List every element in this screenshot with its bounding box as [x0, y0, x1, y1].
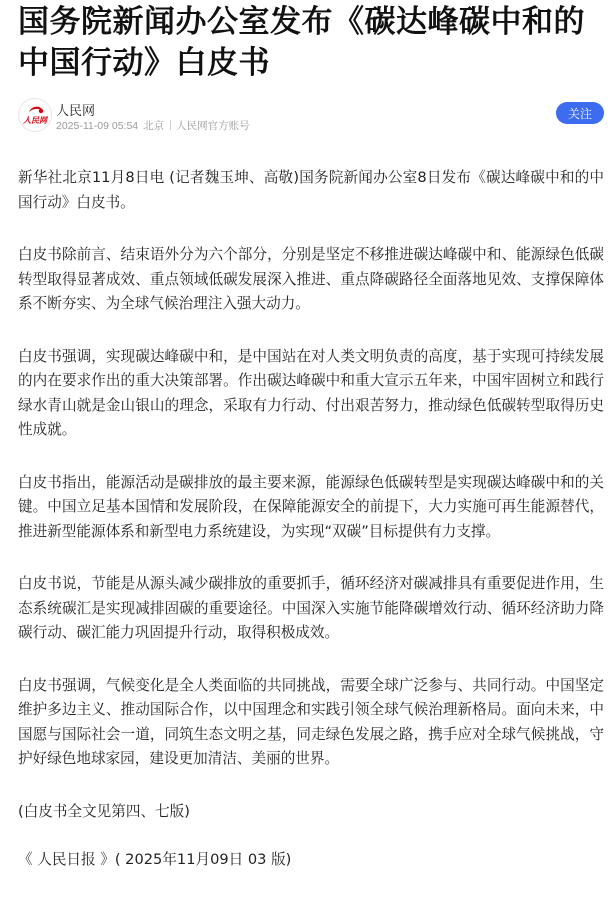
post-date: 2025-11-09 05:54 [56, 120, 139, 132]
meta-divider [170, 120, 171, 130]
author-bar [18, 98, 603, 134]
paragraph: 白皮书说，节能是从源头减少碳排放的重要抓手，循环经济对碳减排具有重要促进作用，生态系统碳汇是实现减排固碳的重要途径。中国深入实施节能降碳增效行动、循环经济助力降碳行动、碳汇能力巩固提升行动，取得积极成效。 [18, 575, 604, 641]
paragraph: 新华社北京11月8日电 (记者魏玉坤、高敬)国务院新闻办公室8日发布《碳达峰碳中和的中国行动》白皮书。 [18, 169, 604, 211]
article-body [18, 166, 604, 901]
logo-text: 人民网 [23, 115, 47, 125]
post-location: 北京 [143, 120, 165, 132]
paragraph: 白皮书指出，能源活动是碳排放的最主要来源，能源绿色低碳转型是实现碳达峰碳中和的关键。中国立足基本国情和发展阶段，在保障能源安全的前提下，大力实施可再生能源替代，推进新型能源体系和新型电力系统建设，为实现“双碳”目标提供有力支撑。 [18, 473, 604, 540]
post-meta [56, 118, 255, 133]
source-line: 《 人民日报 》( 2025年11月09日 03 版) [18, 851, 292, 868]
article-title: 国务院新闻办公室发布《碳达峰碳中和的中国行动》白皮书 [18, 4, 585, 81]
follow-button[interactable]: 关注 [556, 102, 604, 124]
paragraph: 白皮书强调，实现碳达峰碳中和，是中国站在对人类文明负责的高度，基于实现可持续发展的内在要求作出的重大决策部署。作出碳达峰碳中和重大宣示五年来，中国牢固树立和践行绿水青山就是金山银山的理念，采取有力行动、付出艰苦努力，推动绿色低碳转型取得历史性成就。 [18, 347, 604, 438]
author-name[interactable]: 人民网 [56, 103, 96, 118]
paragraph: 白皮书除前言、结束语外分为六个部分，分别是坚定不移推进碳达峰碳中和、能源绿色低碳转型取得显著成效、重点领域低碳发展深入推进、重点降碳路径全面落地见效、支撑保障体系不断夯实、为全球气候治理注入强大动力。 [18, 246, 604, 312]
paragraph-note: (白皮书全文见第四、七版) [18, 802, 190, 820]
account-type: 人民网官方账号 [176, 120, 250, 132]
author-avatar[interactable] [18, 98, 52, 132]
renminwang-logo-icon [19, 99, 51, 131]
paragraph: 白皮书强调，气候变化是全人类面临的共同挑战，需要全球广泛参与、共同行动。中国坚定维护多边主义、推动国际合作，以中国理念和实践引领全球气候治理新格局。面向未来，中国愿与国际社会一道，同筑生态文明之基，同走绿色发展之路，携手应对全球气候挑战，守护好绿色地球家园，建设更加清洁、美丽的世界。 [18, 676, 604, 767]
